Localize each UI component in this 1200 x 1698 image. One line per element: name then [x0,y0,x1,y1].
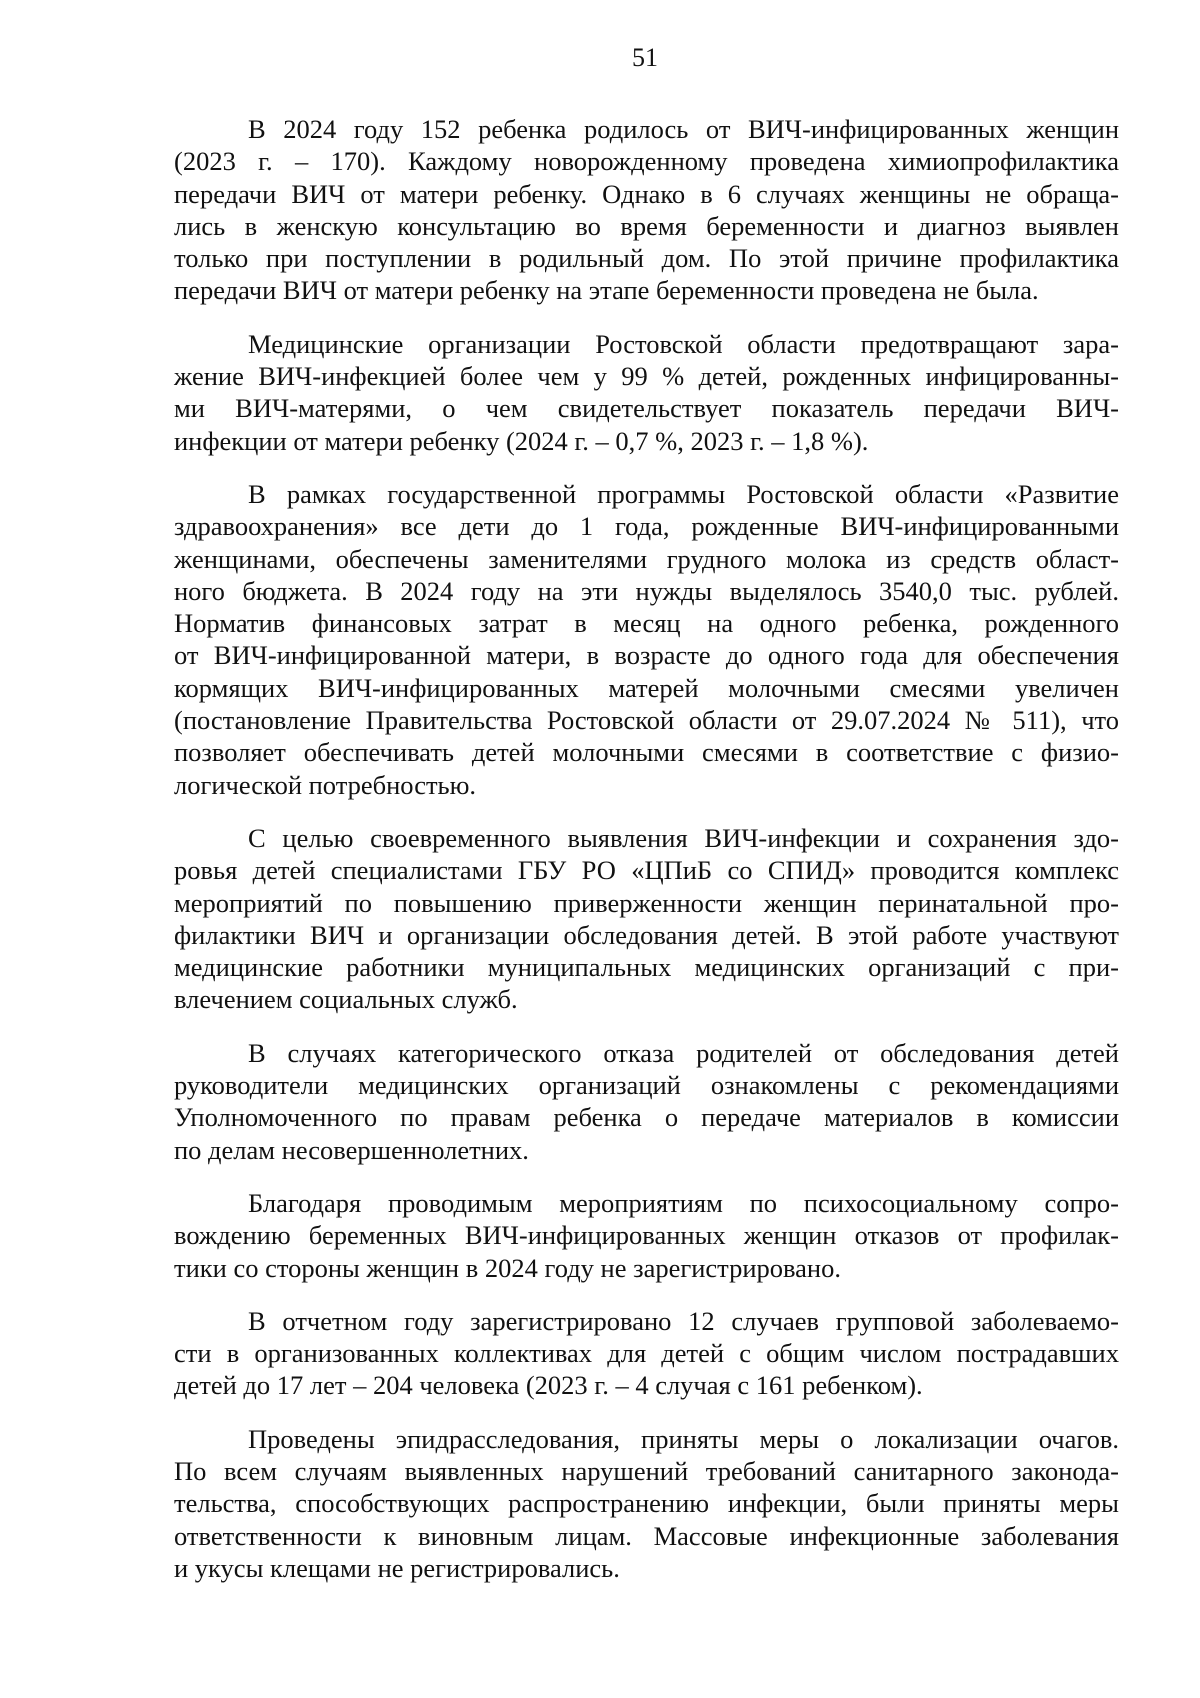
text-line: сти в организованных коллективах для детей с общим числом пострадавших [174,1338,1119,1369]
text-line: лись в женскую консультацию во время беременности и диагноз выявлен [174,210,1119,241]
text-line: по делам несовершеннолетних. [174,1134,529,1165]
text-line: По всем случаям выявленных нарушений требований санитарного законода- [174,1455,1119,1486]
text-line: ного бюджета. В 2024 году на эти нужды выделялось 3540,0 тыс. рублей. [174,575,1119,606]
text-line: Уполномоченного по правам ребенка о передаче материалов в комиссии [174,1102,1119,1133]
text-line: детей до 17 лет – 204 человека (2023 г. – 4 случая с 161 ребенком). [174,1370,923,1401]
text-line: В отчетном году зарегистрировано 12 случаев групповой заболеваемо- [248,1305,1119,1336]
paragraph-group-morbidity [174,1305,1119,1402]
text-line: В случаях категорического отказа родителей от обследования детей [248,1037,1119,1068]
text-line: жение ВИЧ-инфекцией более чем у 99 % детей, рожденных инфицированны- [174,361,1119,392]
document-body [174,113,1119,1605]
text-line: тики со стороны женщин в 2024 году не зарегистрировано. [174,1252,841,1283]
text-line: и укусы клещами не регистрировались. [174,1552,620,1583]
paragraph-psychosocial-support [174,1187,1119,1284]
text-line: влечением социальных служб. [174,984,518,1015]
text-line: инфекции от матери ребенку (2024 г. – 0,7 %, 2023 г. – 1,8 %). [174,425,869,456]
text-line: (постановление Правительства Ростовской области от 29.07.2024 № 511), что [174,705,1119,736]
text-line: передачи ВИЧ от матери ребенку. Однако в 6 случаях женщины не обраща- [174,178,1119,209]
text-line: только при поступлении в родильный дом. По этой причине профилактика [174,243,1119,274]
text-line: Медицинские организации Ростовской области предотвращают зара- [248,328,1119,359]
text-line: медицинские работники муниципальных медицинских организаций с при- [174,952,1119,983]
text-line: передачи ВИЧ от матери ребенку на этапе беременности проведена не была. [174,275,1039,306]
text-line: женщинами, обеспечены заменителями грудного молока из средств област- [174,543,1119,574]
text-line: Проведены эпидрасследования, приняты меры о локализации очагов. [248,1423,1119,1454]
text-line: мероприятий по повышению приверженности женщин перинатальной про- [174,887,1119,918]
paragraph-parental-refusal [174,1037,1119,1166]
text-line: кормящих ВИЧ-инфицированных матерей молочными смесями увеличен [174,672,1119,703]
text-line: логической потребностью. [174,769,477,800]
paragraph-hiv-newborns [174,113,1119,307]
text-line: позволяет обеспечивать детей молочными смесями в соответствие с физио- [174,737,1119,768]
paragraph-state-program [174,478,1119,801]
text-line: Норматив финансовых затрат в месяц на одного ребенка, рожденного [174,608,1119,639]
text-line: руководители медицинских организаций ознакомлены с рекомендациями [174,1070,1119,1101]
paragraph-early-detection [174,822,1119,1016]
text-line: от ВИЧ-инфицированной матери, в возрасте до одного года для обеспечения [174,640,1119,671]
text-line: В рамках государственной программы Ростовской области «Развитие [248,478,1119,509]
text-line: ми ВИЧ-матерями, о чем свидетельствует показатель передачи ВИЧ- [174,393,1119,424]
text-line: Благодаря проводимым мероприятиям по психосоциальному сопро- [248,1187,1119,1218]
text-line: ответственности к виновным лицам. Массовые инфекционные заболевания [174,1520,1119,1551]
text-line: С целью своевременного выявления ВИЧ-инфекции и сохранения здо- [248,822,1119,853]
text-line: тельства, способствующих распространению инфекции, были приняты меры [174,1488,1119,1519]
paragraph-epidemiological-investigation [174,1423,1119,1584]
text-line: В 2024 году 152 ребенка родилось от ВИЧ-инфицированных женщин [248,114,1119,144]
paragraph-hiv-prevention [174,328,1119,457]
text-line: вождению беременных ВИЧ-инфицированных женщин отказов от профилак- [174,1220,1119,1251]
text-line: здравоохранения» все дети до 1 года, рожденные ВИЧ-инфицированными [174,511,1119,542]
text-line: филактики ВИЧ и организации обследования детей. В этой работе участвуют [174,919,1119,950]
page-number: 51 [632,43,658,72]
text-line: (2023 г. – 170). Каждому новорожденному проведена химиопрофилактика [174,146,1119,177]
text-line: ровья детей специалистами ГБУ РО «ЦПиБ со СПИД» проводится комплекс [174,855,1119,886]
